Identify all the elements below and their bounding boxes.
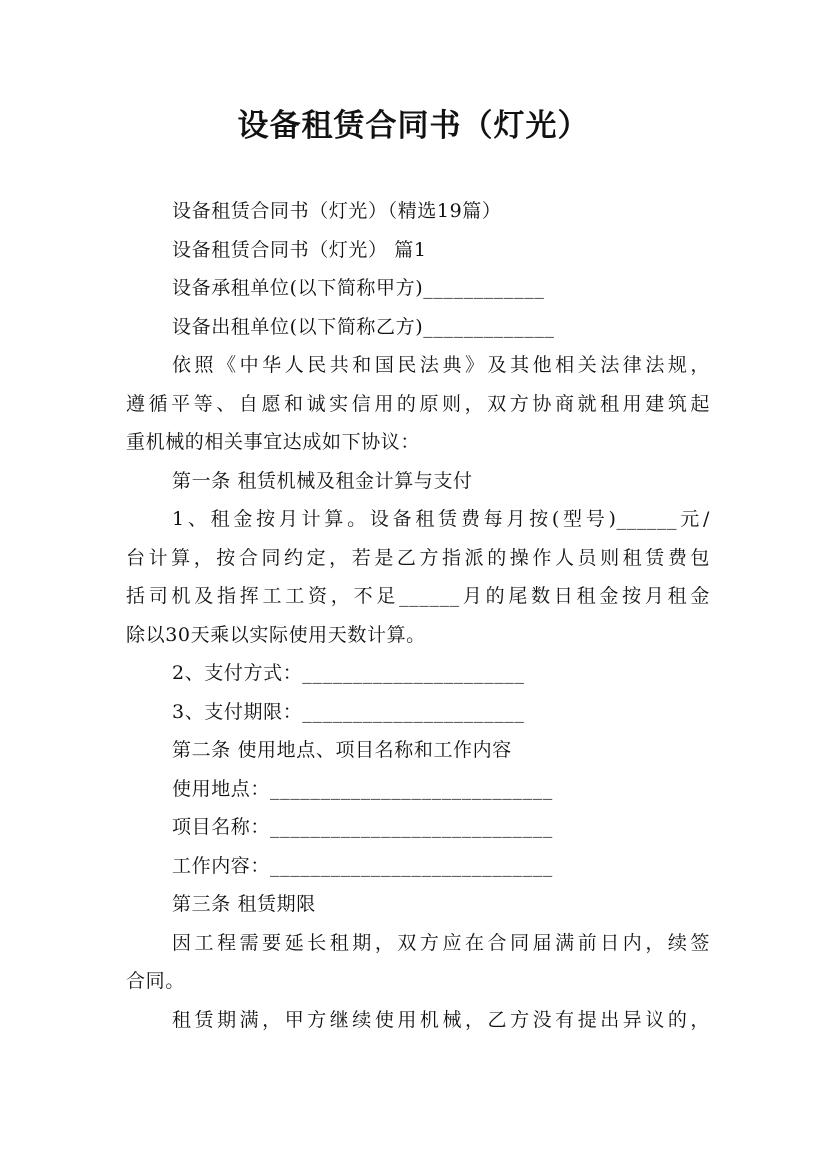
paragraph-line: 1、租金按月计算。设备租赁费每月按(型号)______元/	[172, 508, 710, 530]
payment-term-line: 3、支付期限：______________________	[172, 700, 525, 723]
work-content-line: 工作内容：____________________________	[172, 854, 553, 877]
subtitle-line: 设备租赁合同书（灯光）（精选19篇）	[172, 200, 502, 222]
document-body	[126, 192, 710, 1039]
paragraph-line: 依照《中华人民共和国民法典》及其他相关法律法规，	[172, 354, 710, 376]
paragraph-line: 因工程需要延长租期，双方应在合同届满前日内，续签	[172, 931, 710, 954]
document-title: 设备租赁合同书（灯光）	[237, 108, 590, 144]
article-heading: 第三条 租赁期限	[172, 893, 316, 915]
project-name-line: 项目名称：____________________________	[172, 816, 553, 838]
lessee-line: 设备承租单位(以下简称甲方)____________	[172, 277, 545, 299]
paragraph-line: 重机械的相关事宜达成如下协议：	[126, 431, 421, 453]
section-heading: 设备租赁合同书（灯光） 篇1	[172, 238, 427, 261]
paragraph-line: 合同。	[126, 970, 185, 992]
paragraph-line: 台计算，按合同约定，若是乙方指派的操作人员则租赁费包	[126, 546, 710, 569]
location-line: 使用地点：____________________________	[172, 777, 553, 800]
lessor-line: 设备出租单位(以下简称乙方)_____________	[172, 315, 555, 338]
paragraph-line: 遵循平等、自愿和诚实信用的原则，双方协商就租用建筑起	[126, 392, 710, 415]
paragraph-line: 括司机及指挥工工资，不足______月的尾数日租金按月租金	[126, 585, 710, 607]
article-heading: 第二条 使用地点、项目名称和工作内容	[172, 739, 512, 761]
paragraph-line: 除以30天乘以实际使用天数计算。	[126, 623, 426, 646]
paragraph-line: 租赁期满，甲方继续使用机械，乙方没有提出异议的，	[172, 1008, 710, 1031]
payment-method-line: 2、支付方式：______________________	[172, 662, 525, 684]
article-heading: 第一条 租赁机械及租金计算与支付	[172, 469, 473, 492]
